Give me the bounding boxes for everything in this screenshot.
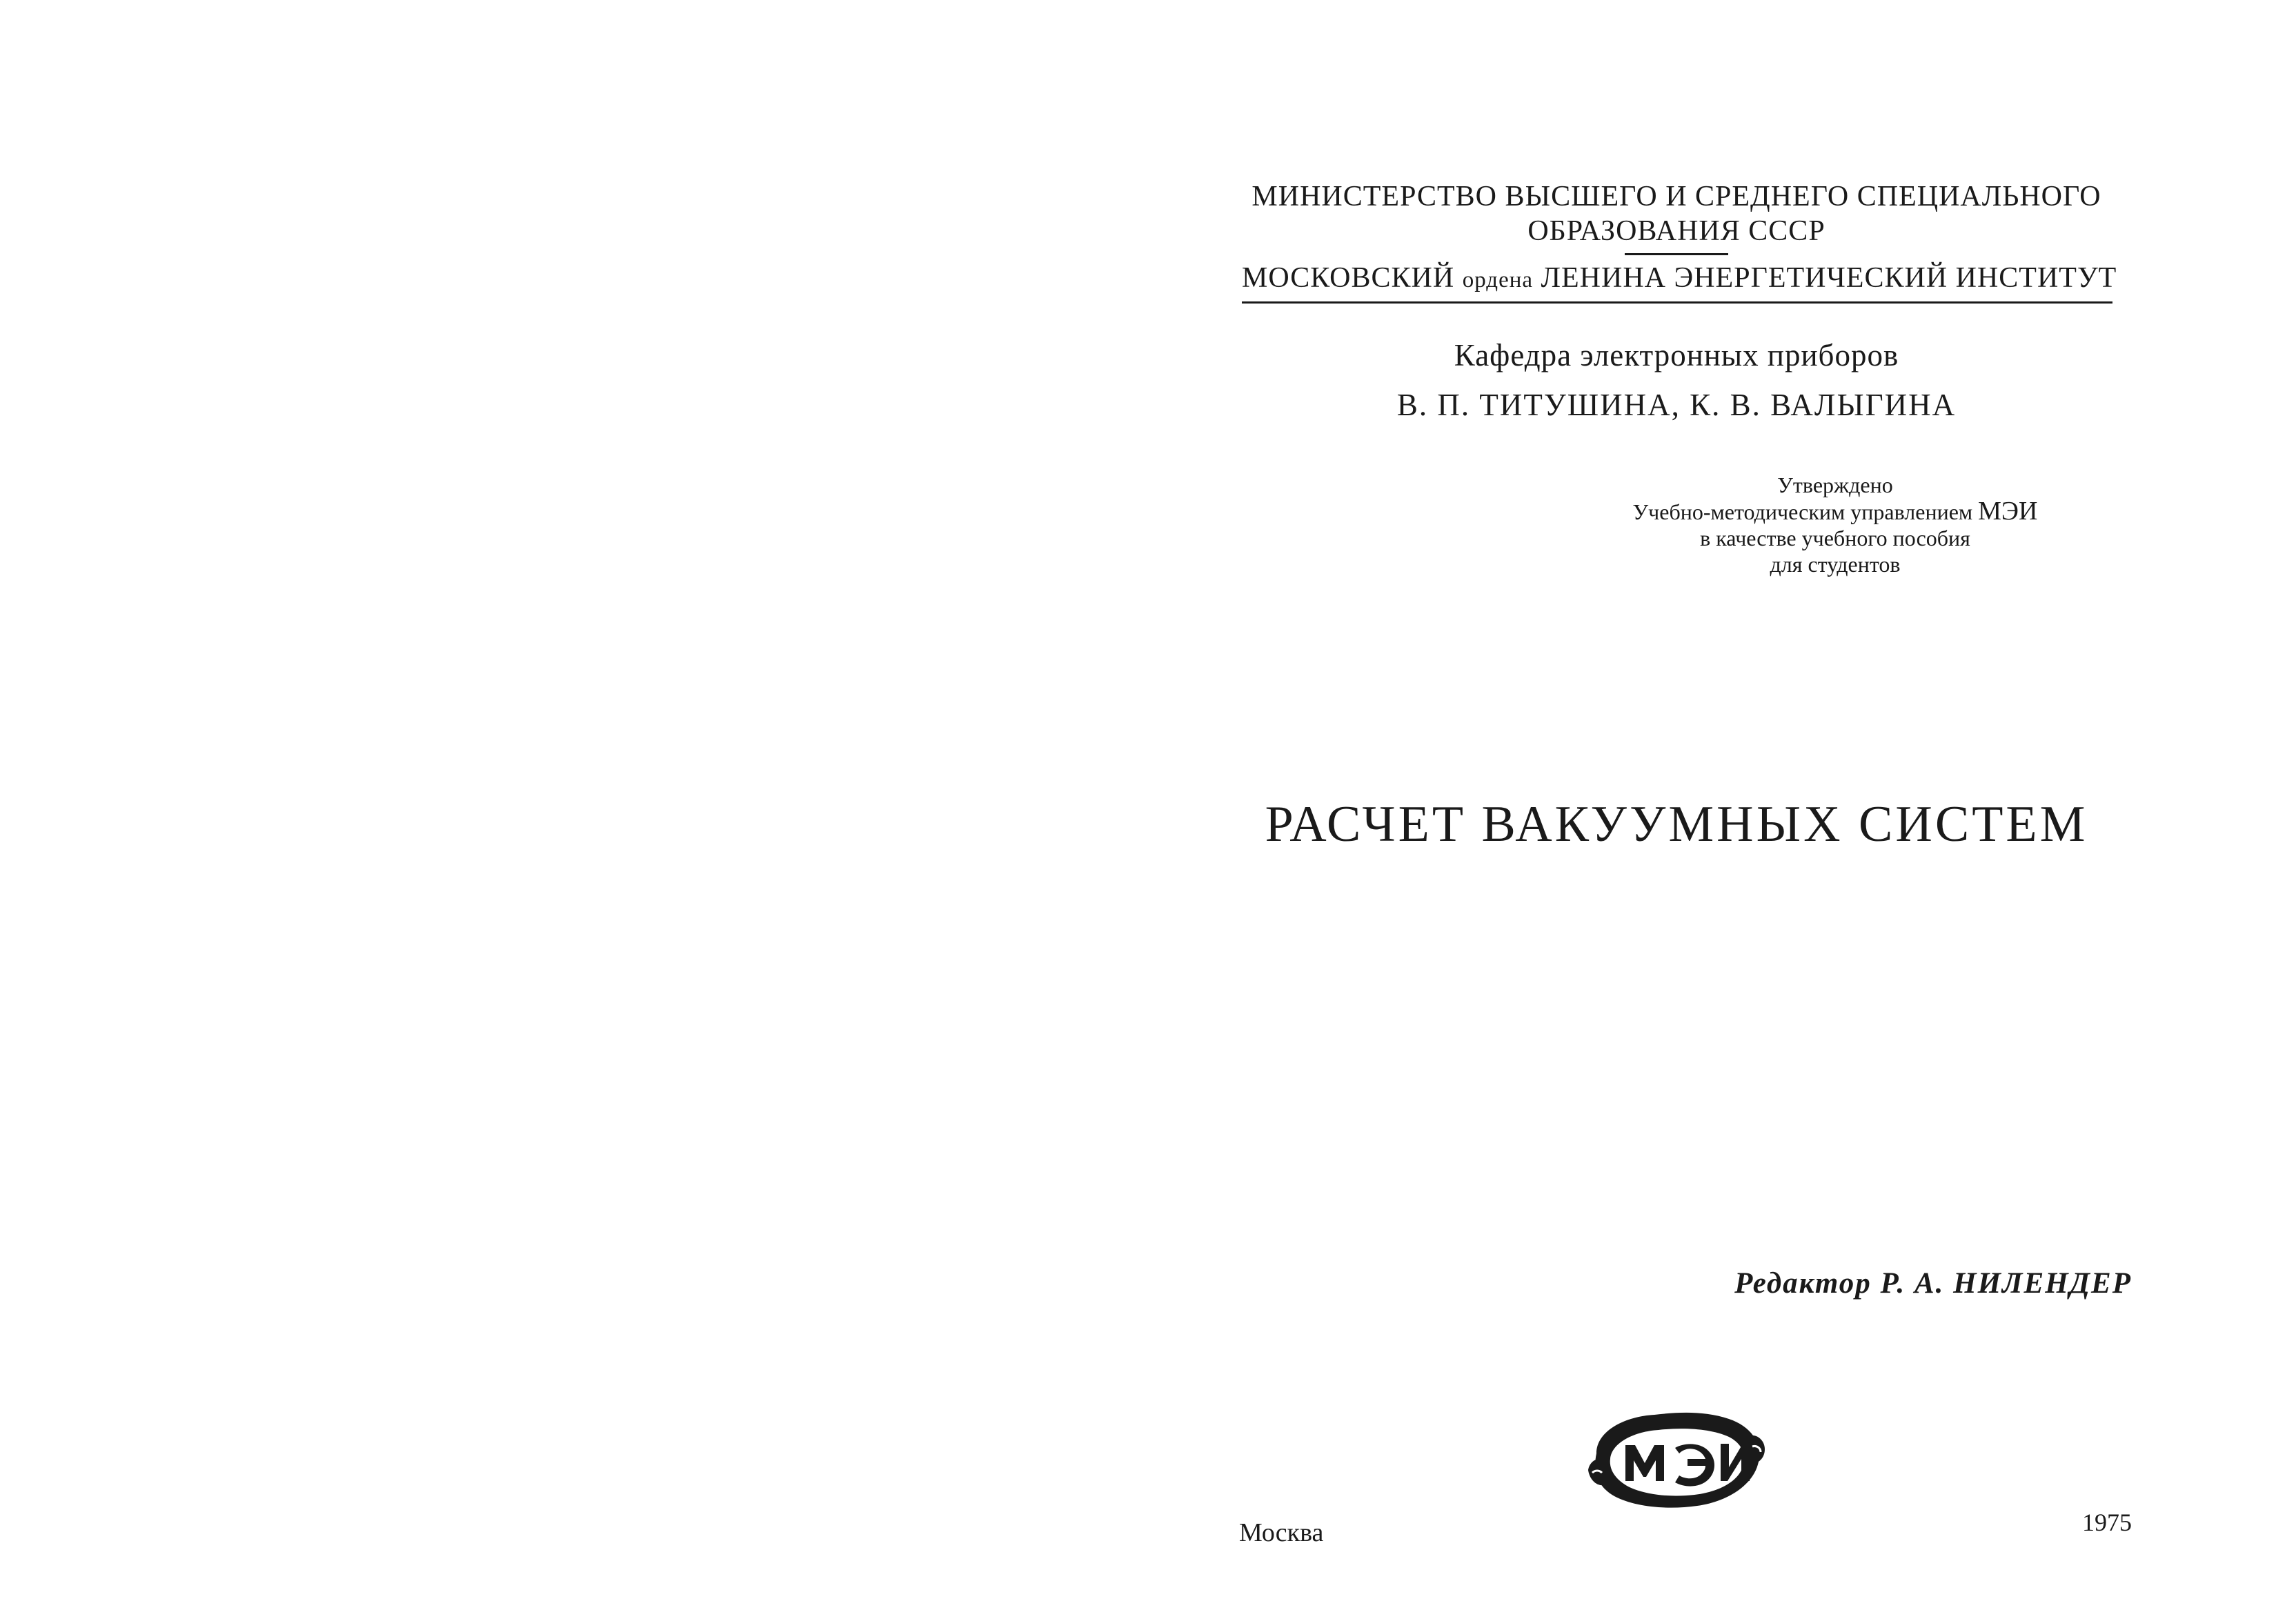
imprint-city: Москва	[1239, 1518, 1324, 1547]
approval-note	[1587, 472, 2084, 577]
department-name: Кафедра электронных приборов	[1454, 338, 1899, 372]
ministry-divider	[1625, 253, 1728, 255]
book-title: РАСЧЕТ ВАКУУМНЫХ СИСТЕМ	[1265, 796, 2088, 853]
imprint-year: 1975	[2082, 1509, 2132, 1536]
institute-heading	[1242, 261, 2117, 297]
approval-line-2	[1587, 498, 2084, 525]
mei-emblem-icon	[1587, 1404, 1766, 1514]
editor-credit: Редактор Р. А. НИЛЕНДЕР	[1734, 1267, 2132, 1300]
institute-name-part-2: ЛЕНИНА ЭНЕРГЕТИЧЕСКИЙ ИНСТИТУТ	[1541, 262, 2117, 294]
authors: В. П. ТИТУШИНА, К. В. ВАЛЫГИНА	[1396, 388, 1957, 422]
approval-line-1: Утверждено	[1777, 473, 1893, 497]
approval-line-4: для студентов	[1770, 552, 1901, 577]
institute-name-part-1: МОСКОВСКИЙ	[1242, 262, 1455, 294]
ministry-heading	[1242, 179, 2111, 248]
approval-line-2-text: Учебно-методическим управлением	[1632, 499, 1973, 524]
institute-divider	[1242, 301, 2112, 304]
institute-order-word: ордена	[1462, 268, 1534, 292]
ministry-line-2: ОБРАЗОВАНИЯ СССР	[1527, 215, 1825, 247]
ministry-line-1: МИНИСТЕРСТВО ВЫСШЕГО И СРЕДНЕГО СПЕЦИАЛЬНОГО	[1251, 181, 2101, 212]
approval-line-3: в качестве учебного пособия	[1700, 526, 1970, 550]
approval-line-2-org: МЭИ	[1978, 497, 2038, 526]
